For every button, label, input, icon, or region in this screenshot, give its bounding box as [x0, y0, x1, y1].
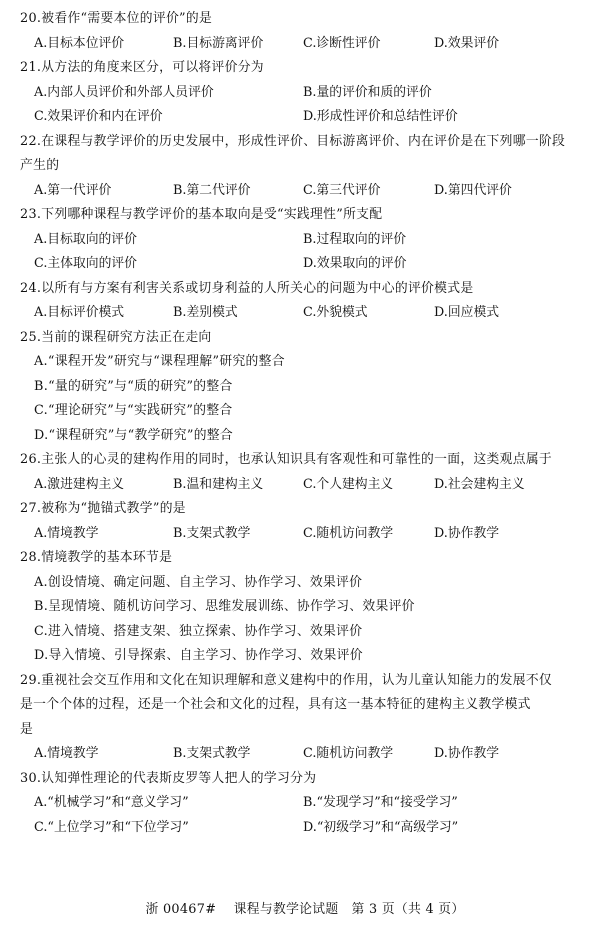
option-b: B.目标游离评价 [173, 35, 264, 51]
option-b: B.差别模式 [173, 305, 238, 320]
question-stem: 30.认知弹性理论的代表斯皮罗等人把人的学习分为 [20, 770, 317, 786]
question-stem: 22.在课程与教学评价的历史发展中，形成性评价、目标游离评价、内在评价是在下列哪一阶段 [20, 133, 566, 149]
option-a: A.第一代评价 [34, 182, 112, 198]
option-b: B.第二代评价 [173, 182, 251, 198]
option-c: C.“上位学习”和“下位学习” [34, 819, 189, 835]
option-d: D.社会建构主义 [434, 476, 525, 492]
option-a: A.“课程开发”研究与“课程理解”研究的整合 [34, 354, 285, 369]
question-28 [20, 546, 600, 669]
question-22 [20, 130, 600, 204]
option-d: D.“初级学习”和“高级学习” [303, 819, 459, 835]
option-b: B.支架式教学 [173, 746, 251, 761]
option-c: C.个人建构主义 [303, 476, 394, 492]
option-a: A.目标本位评价 [34, 35, 125, 51]
option-d: D.效果评价 [434, 35, 500, 51]
option-b: B.过程取向的评价 [303, 231, 407, 247]
options-row [20, 791, 600, 816]
question-stem: 29.重视社会交互作用和文化在知识理解和意义建构中的作用，认为儿童认知能力的发展不仅 [20, 672, 553, 688]
option-a: A.情境教学 [34, 746, 99, 761]
question-stem: 是一个个体的过程，还是一个社会和文化的过程，具有这一基本特征的建构主义教学模式 [20, 697, 531, 712]
options-row [20, 228, 600, 253]
question-stem: 27.被称为“抛锚式教学”的是 [20, 501, 186, 516]
question-stem: 24.以所有与方案有利害关系或切身利益的人所关心的问题为中心的评价模式是 [20, 280, 474, 296]
option-d: D.回应模式 [434, 305, 500, 320]
question-stem: 是 [20, 721, 34, 737]
option-a: A.目标取向的评价 [34, 231, 137, 247]
options-row [20, 105, 600, 130]
option-d: D.协作教学 [434, 746, 500, 761]
question-20 [20, 7, 600, 56]
option-d: D.第四代评价 [434, 182, 512, 198]
option-c: C.进入情境、搭建支架、独立探索、协作学习、效果评价 [34, 623, 363, 639]
question-26 [20, 448, 600, 497]
question-stem: 20.被看作“需要本位的评价”的是 [20, 11, 213, 26]
options-row [20, 473, 600, 498]
options-row [20, 522, 600, 547]
option-c: C.主体取向的评价 [34, 256, 137, 271]
question-stem: 28.情境教学的基本环节是 [20, 550, 173, 565]
option-c: C.第三代评价 [303, 182, 381, 198]
page-footer: 浙 00467# 课程与教学论试题 第 3 页（共 4 页） [145, 902, 465, 917]
question-stem: 产生的 [20, 158, 60, 173]
option-c: C.外貌模式 [303, 305, 368, 320]
option-a: A.目标评价模式 [34, 305, 125, 320]
options-row [20, 301, 600, 326]
question-24 [20, 277, 600, 326]
question-30 [20, 767, 600, 841]
option-c: C.诊断性评价 [303, 35, 381, 51]
question-stem: 26.主张人的心灵的建构作用的同时，也承认知识具有客观性和可靠性的一面，这类观点属于 [20, 452, 553, 467]
option-a: A.内部人员评价和外部人员评价 [34, 84, 214, 100]
question-stem: 25.当前的课程研究方法正在走向 [20, 329, 212, 345]
question-27 [20, 497, 600, 546]
option-b: B.“量的研究”与“质的研究”的整合 [34, 378, 233, 394]
option-c: C.效果评价和内在评价 [34, 109, 163, 124]
option-d: D.导入情境、引导探索、自主学习、协作学习、效果评价 [34, 648, 363, 663]
option-b: B.量的评价和质的评价 [303, 84, 432, 100]
options-row [20, 816, 600, 841]
option-b: B.呈现情境、随机访问学习、思维发展训练、协作学习、效果评价 [34, 599, 415, 614]
option-c: C.随机访问教学 [303, 746, 394, 761]
option-b: B.支架式教学 [173, 525, 251, 541]
question-25 [20, 326, 600, 449]
options-row [20, 742, 600, 767]
question-21 [20, 56, 600, 130]
option-c: C.随机访问教学 [303, 525, 394, 541]
question-29 [20, 669, 600, 767]
option-a: A.激进建构主义 [34, 476, 125, 492]
option-d: D.协作教学 [434, 525, 500, 541]
question-stem: 21.从方法的角度来区分，可以将评价分为 [20, 60, 264, 75]
option-b: B.“发现学习”和“接受学习” [303, 795, 458, 810]
option-a: A.“机械学习”和“意义学习” [34, 795, 189, 810]
question-stem: 23.下列哪种课程与教学评价的基本取向是受“实践理性”所支配 [20, 207, 383, 222]
option-a: A.创设情境、确定问题、自主学习、协作学习、效果评价 [34, 574, 363, 590]
options-row [20, 179, 600, 204]
options-row [20, 252, 600, 277]
option-c: C.“理论研究”与“实践研究”的整合 [34, 403, 233, 418]
options-row [20, 32, 600, 57]
option-a: A.情境教学 [34, 525, 99, 541]
option-b: B.温和建构主义 [173, 476, 264, 492]
option-d: D.“课程研究”与“教学研究”的整合 [34, 427, 234, 443]
question-23 [20, 203, 600, 277]
option-d: D.效果取向的评价 [303, 256, 407, 271]
options-row [20, 81, 600, 106]
option-d: D.形成性评价和总结性评价 [303, 109, 458, 124]
